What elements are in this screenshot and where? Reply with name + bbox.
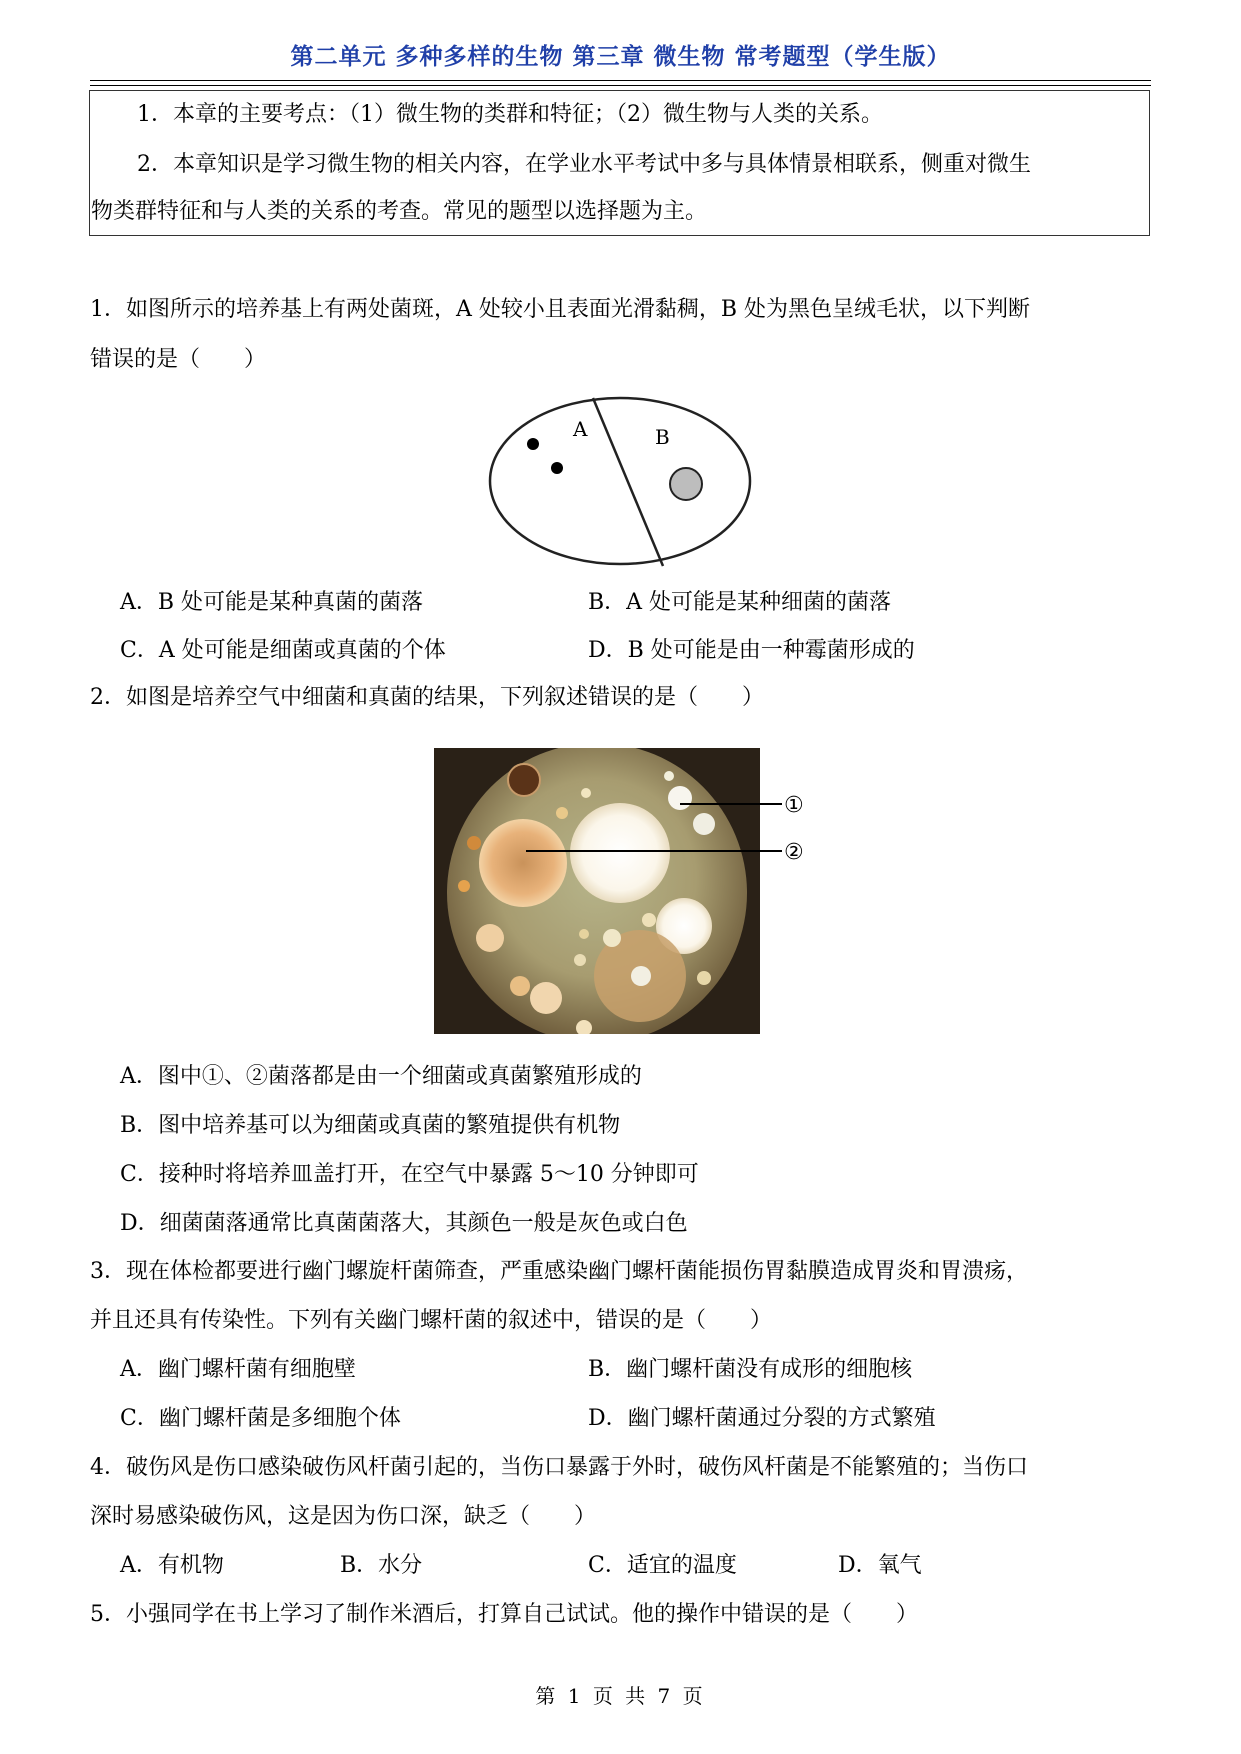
colony-1 [668, 786, 692, 810]
question-2-stem: 2．如图是培养空气中细菌和真菌的结果，下列叙述错误的是（ ） [90, 685, 764, 710]
question-1-option-c: C．A 处可能是细菌或真菌的个体 [120, 638, 446, 663]
brown-colony [508, 764, 540, 796]
page-footer: 第 1 页 共 7 页 [535, 1684, 706, 1708]
question-4-option-b: B．水分 [340, 1553, 423, 1578]
question-2-option-d: D．细菌菌落通常比真菌菌落大，其颜色一般是灰色或白色 [120, 1211, 688, 1236]
question-5-stem: 5．小强同学在书上学习了制作米酒后，打算自己试试。他的操作中错误的是（ ） [90, 1602, 918, 1627]
photo-callouts [760, 780, 840, 860]
dot-colony-8 [574, 954, 586, 966]
small-white-colony [693, 813, 715, 835]
colony-2 [479, 819, 567, 907]
question-3-option-d: D．幽门螺杆菌通过分裂的方式繁殖 [588, 1406, 936, 1431]
dish-outline [490, 398, 750, 564]
question-4-stem-line-1: 4．破伤风是伤口感染破伤风杆菌引起的，当伤口暴露于外时，破伤风杆菌是不能繁殖的；当伤口 [90, 1455, 1029, 1480]
dot-colony-7 [510, 976, 530, 996]
question-1-stem-line-2: 错误的是（ ） [90, 347, 267, 372]
dot-colony-2 [581, 788, 591, 798]
dot-colony-10 [603, 929, 621, 947]
question-3-stem-line-1: 3．现在体检都要进行幽门螺旋杆菌筛查，严重感染幽门螺杆菌能损伤胃黏膜造成胃炎和胃溃疡， [90, 1259, 1029, 1284]
colony-a-dot-1 [527, 438, 539, 450]
question-1-stem-line-1: 1．如图所示的培养基上有两处菌斑，A 处较小且表面光滑黏稠，B 处为黑色呈绒毛状，以下判断 [90, 297, 1031, 322]
dot-colony-12 [697, 971, 711, 985]
question-1-option-d: D．B 处可能是由一种霉菌形成的 [588, 638, 915, 663]
question-1-option-b: B．A 处可能是某种细菌的菌落 [588, 590, 892, 615]
question-2-option-a: A．图中①、②菌落都是由一个细菌或真菌繁殖形成的 [120, 1064, 642, 1089]
callout-label-1: ① [784, 793, 804, 818]
question-3-option-c: C．幽门螺杆菌是多细胞个体 [120, 1406, 401, 1431]
dish-divider [593, 398, 663, 566]
petri-dish-diagram [485, 388, 755, 578]
question-4-stem-line-2: 深时易感染破伤风，这是因为伤口深，缺乏（ ） [90, 1504, 597, 1529]
dot-colony-3 [467, 836, 481, 850]
question-3-option-b: B．幽门螺杆菌没有成形的细胞核 [588, 1357, 913, 1382]
label-b: B [655, 425, 670, 449]
label-a: A [573, 417, 588, 441]
question-1-option-a: A．B 处可能是某种真菌的菌落 [120, 590, 424, 615]
dot-colony-9 [579, 929, 589, 939]
page-header-title: 第二单元 多种多样的生物 第三章 微生物 常考题型（学生版） [290, 44, 951, 70]
dot-colony-13 [664, 771, 674, 781]
question-3-stem-line-2: 并且还具有传染性。下列有关幽门螺杆菌的叙述中，错误的是（ ） [90, 1308, 773, 1333]
summary-line-3: 物类群特征和与人类的关系的考查。常见的题型以选择题为主。 [91, 199, 708, 224]
culture-dish-photo [434, 748, 760, 1034]
question-2-option-b: B．图中培养基可以为细菌或真菌的繁殖提供有机物 [120, 1113, 621, 1138]
dot-colony-4 [458, 880, 470, 892]
question-2-option-c: C．接种时将培养皿盖打开，在空气中暴露 5～10 分钟即可 [120, 1162, 699, 1187]
dot-colony-11 [642, 913, 656, 927]
colony-a-dot-2 [551, 462, 563, 474]
small-colony-center [631, 966, 651, 986]
header-rule-bottom [90, 85, 1151, 86]
summary-line-1: 1．本章的主要考点：（1）微生物的类群和特征；（2）微生物与人类的关系。 [137, 102, 883, 127]
colony-b [670, 468, 702, 500]
callout-label-2: ② [784, 840, 804, 860]
header-rule-top [90, 80, 1151, 81]
dot-colony-6 [530, 982, 562, 1014]
question-4-option-d: D．氧气 [838, 1553, 922, 1578]
summary-line-2: 2．本章知识是学习微生物的相关内容，在学业水平考试中多与具体情景相联系，侧重对微生 [137, 152, 1032, 177]
question-4-option-c: C．适宜的温度 [588, 1553, 737, 1578]
dot-colony-1 [556, 807, 568, 819]
dot-colony-5 [476, 924, 504, 952]
large-white-colony [570, 803, 670, 903]
question-3-option-a: A．幽门螺杆菌有细胞壁 [120, 1357, 356, 1382]
question-4-option-a: A．有机物 [120, 1553, 224, 1578]
